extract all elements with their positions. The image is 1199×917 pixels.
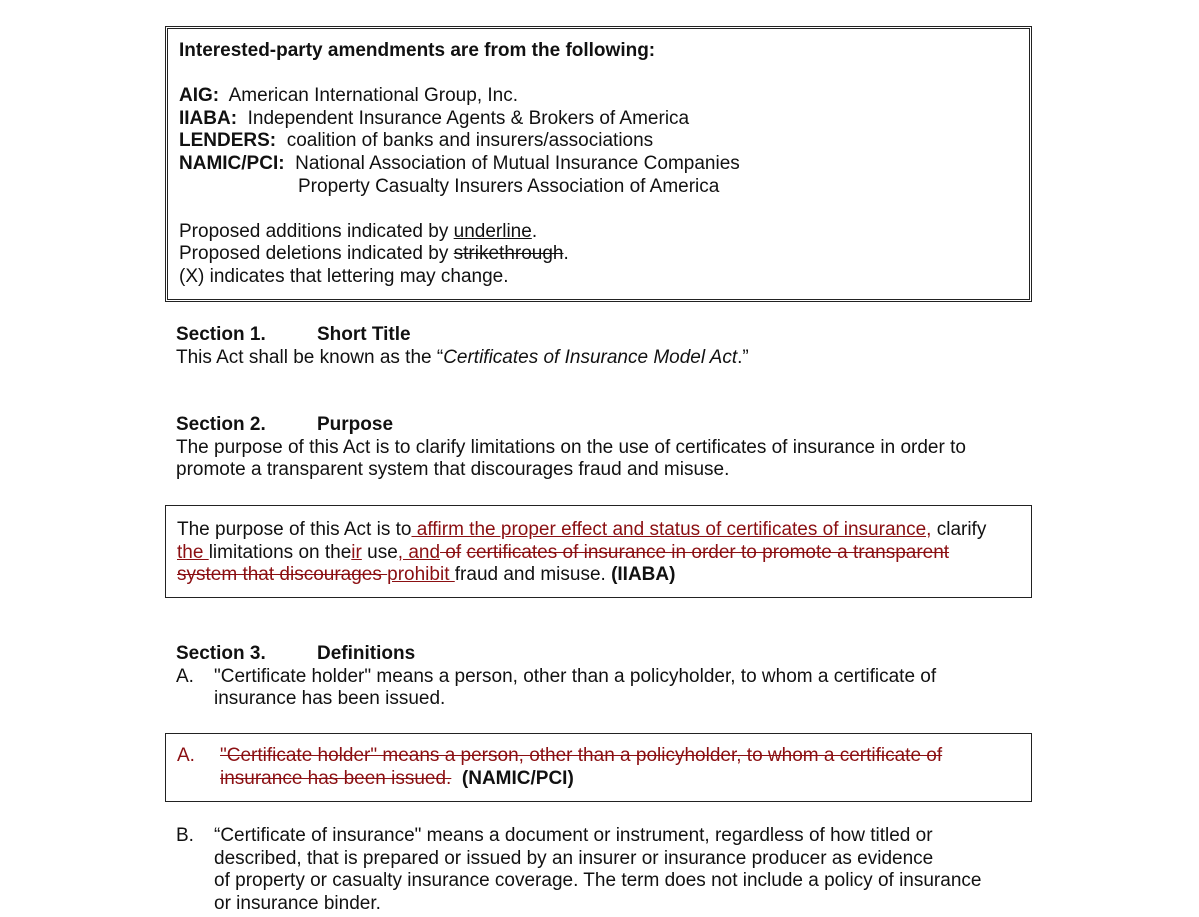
section-number: Section 2.	[176, 414, 266, 435]
plain-text: clarify	[931, 519, 987, 540]
section-number: Section 1.	[176, 324, 266, 345]
namic-amendment-text	[177, 745, 942, 790]
iiaba-amendment-text	[177, 519, 986, 587]
plain-text: use	[361, 541, 398, 563]
legend-deletions	[179, 243, 740, 266]
definition-label: A.	[177, 745, 195, 766]
section-2-line-1: The purpose of this Act is to clarify limitations on the use of certificates of insurance in order to	[176, 436, 966, 458]
iiaba-amendment-box	[165, 505, 1032, 598]
definition-a-line-2: insurance has been issued.	[214, 688, 446, 710]
party-namic-pci	[179, 153, 740, 176]
party-abbr: LENDERS:	[179, 130, 277, 152]
legend-content	[179, 40, 740, 289]
deleted-text: system that discourages	[177, 564, 388, 586]
definition-a-line-1	[176, 666, 936, 689]
deletions-text: Proposed deletions indicated by	[179, 243, 454, 265]
section-1-heading	[176, 324, 749, 347]
period: .	[563, 243, 569, 265]
amendment-tag: (IIABA)	[611, 564, 676, 586]
blank-line	[179, 198, 740, 221]
section-title: Purpose	[317, 414, 394, 435]
party-iiaba	[179, 108, 740, 131]
section-1-text	[176, 347, 749, 370]
namic-pci-amendment-box	[165, 733, 1032, 802]
blank-line	[179, 63, 740, 86]
party-name: coalition of banks and insurers/associations	[286, 130, 654, 152]
definition-label: B.	[176, 825, 194, 846]
party-aig	[179, 85, 740, 108]
plain-text: fraud and misuse.	[454, 564, 612, 586]
legend-additions	[179, 221, 740, 244]
definition-text: "Certificate holder" means a person, other than a policyholder, to whom a certificate of	[214, 665, 937, 687]
party-abbr: IIABA:	[179, 107, 238, 129]
party-abbr: NAMIC/PCI:	[179, 152, 285, 174]
section-title: Short Title	[317, 324, 411, 345]
party-namic-pci-second: Property Casualty Insurers Association of America	[298, 175, 720, 197]
definition-text: “Certificate of insurance" means a document or instrument, regardless of how titled or	[214, 825, 933, 846]
inserted-text: the	[177, 541, 209, 563]
deleted-text: certificates of insurance in order to promote a transparent	[466, 541, 950, 563]
additions-text: Proposed additions indicated by	[179, 220, 454, 242]
deleted-text: of	[440, 541, 462, 563]
act-name: Certificates of Insurance Model Act	[443, 346, 738, 368]
section-3-heading	[176, 643, 936, 666]
deleted-text: "Certificate holder" means a person, other than a policyholder, to whom a certificate of	[220, 745, 943, 766]
plain-text: limitations on the	[208, 541, 352, 563]
party-name: American International Group, Inc.	[228, 85, 518, 107]
definition-label: A.	[176, 665, 194, 687]
deleted-definition-line-1	[177, 745, 942, 768]
section-2-line-2: promote a transparent system that discourages fraud and misuse.	[176, 459, 730, 481]
inserted-text: , and	[397, 541, 441, 563]
section-title: Definitions	[317, 643, 416, 664]
definition-b-line-4: or insurance binder.	[214, 892, 381, 914]
deleted-definition-line-2	[177, 768, 942, 791]
interested-party-legend-box	[165, 26, 1032, 302]
text-suffix: .”	[737, 346, 749, 368]
definition-b-line-1	[176, 825, 981, 848]
amend-line-3	[177, 564, 986, 587]
inserted-text: ir	[351, 541, 362, 563]
party-lenders	[179, 130, 740, 153]
text-prefix: This Act shall be known as the “	[176, 346, 444, 368]
party-name: Independent Insurance Agents & Brokers of America	[247, 107, 690, 129]
underline-sample: underline	[453, 220, 532, 242]
section-number: Section 3.	[176, 643, 266, 664]
inserted-text: prohibit	[387, 564, 455, 586]
amendment-tag: (NAMIC/PCI)	[461, 767, 574, 789]
party-abbr: AIG:	[179, 85, 220, 107]
definition-b-line-3: of property or casualty insurance coverage. The term does not include a policy of insurance	[214, 870, 982, 892]
inserted-text: affirm the proper effect and status of certificates of insurance,	[411, 519, 932, 540]
section-1	[176, 324, 749, 369]
legend-lettering-note: (X) indicates that lettering may change.	[179, 265, 509, 287]
legend-heading: Interested-party amendments are from the following:	[179, 40, 656, 61]
party-name: National Association of Mutual Insurance Companies	[295, 152, 740, 174]
section-2	[176, 414, 966, 482]
amend-line-2	[177, 542, 986, 565]
section-2-heading	[176, 414, 966, 437]
strikethrough-sample: strikethrough	[453, 243, 564, 265]
period: .	[531, 220, 538, 242]
definition-b-line-2: described, that is prepared or issued by an insurer or insurance producer as evidence	[214, 847, 934, 869]
deleted-text: insurance has been issued.	[220, 767, 452, 789]
plain-text: The purpose of this Act is to	[177, 519, 412, 540]
definition-b	[176, 825, 981, 915]
amend-line-1	[177, 519, 986, 542]
section-3	[176, 643, 936, 711]
